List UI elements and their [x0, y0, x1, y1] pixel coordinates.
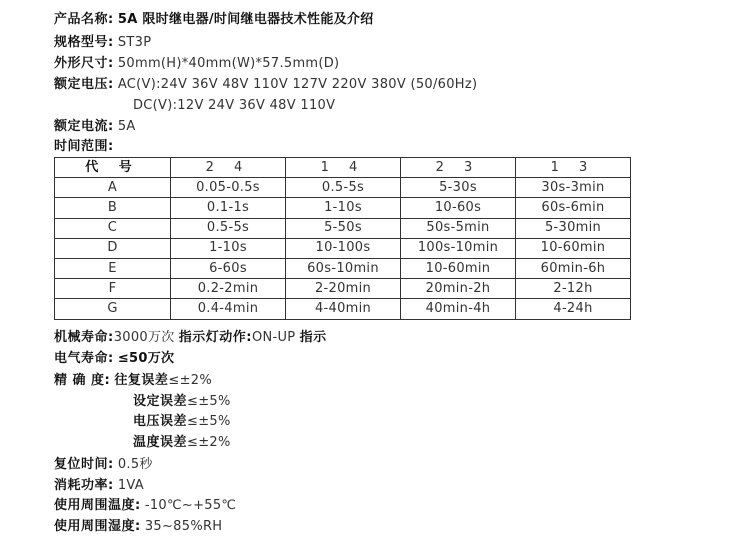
- ambient-humidity-value: 35~85%RH: [144, 519, 223, 534]
- table-row: [55, 238, 631, 258]
- ambient-temp-label: 使用周围温度:: [54, 498, 141, 513]
- elec-life-row: [54, 350, 174, 368]
- table-cell: 10-100s: [286, 238, 401, 258]
- table-cell: 0.5-5s: [171, 218, 286, 238]
- ambient-temp-row: [54, 497, 236, 515]
- rated-current-row: [54, 118, 136, 136]
- table-cell-code: D: [55, 238, 171, 258]
- power-consumption-label: 消耗功率:: [54, 478, 114, 493]
- elec-life-label: 电气寿命:: [54, 351, 114, 366]
- table-cell: 100s-10min: [401, 238, 516, 258]
- table-cell: 4-24h: [516, 299, 631, 319]
- time-range-table: [54, 157, 631, 320]
- table-header-code: 代 号: [55, 158, 171, 178]
- rated-current-value: 5A: [117, 119, 136, 134]
- table-cell: 40min-4h: [401, 299, 516, 319]
- table-cell: 10-60s: [401, 198, 516, 218]
- table-cell: 2-20min: [286, 279, 401, 299]
- power-consumption-value: 1VA: [117, 478, 144, 493]
- model-label: 规格型号:: [54, 35, 114, 50]
- product-name-label: 产品名称:: [54, 12, 114, 27]
- ambient-temp-value: -10℃~+55℃: [144, 498, 237, 513]
- table-cell: 10-60min: [401, 258, 516, 278]
- table-header-14: 1 4: [286, 158, 401, 178]
- table-cell: 20min-2h: [401, 279, 516, 299]
- rated-voltage-label: 额定电压:: [54, 77, 114, 92]
- table-header-23: 2 3: [401, 158, 516, 178]
- table-cell: 60s-10min: [286, 258, 401, 278]
- accuracy-item-name: 温度误差: [133, 435, 188, 450]
- indicator-value: ON-UP: [251, 330, 296, 345]
- model-row: [54, 34, 151, 52]
- dimensions-value: 50mm(H)*40mm(W)*57.5mm(D): [117, 56, 340, 71]
- product-name-row: [54, 11, 374, 29]
- table-cell: 0.5-5s: [286, 178, 401, 198]
- table-cell: 30s-3min: [516, 178, 631, 198]
- mech-life-label: 机械寿命:: [54, 330, 114, 345]
- table-cell: 4-40min: [286, 299, 401, 319]
- table-header-24: 2 4: [171, 158, 286, 178]
- table-cell: 10-60min: [516, 238, 631, 258]
- reset-time-row: [54, 456, 153, 474]
- table-cell: 5-30s: [401, 178, 516, 198]
- accuracy-label: 精 确 度:: [54, 373, 111, 388]
- rated-voltage-dc: DC(V):12V 24V 36V 48V 110V: [133, 98, 336, 113]
- table-cell-code: G: [55, 299, 171, 319]
- table-cell: 1-10s: [171, 238, 286, 258]
- table-cell-code: F: [55, 279, 171, 299]
- table-cell: 0.1-1s: [171, 198, 286, 218]
- mech-life-value: 3000万次: [113, 330, 175, 345]
- table-cell: 2-12h: [516, 279, 631, 299]
- accuracy-row-3: [133, 413, 231, 431]
- accuracy-item-value: ≤±2%: [187, 435, 231, 450]
- table-cell: 6-60s: [171, 258, 286, 278]
- table-cell: 60s-6min: [516, 198, 631, 218]
- power-consumption-row: [54, 477, 144, 495]
- table-row: [55, 299, 631, 319]
- elec-life-value: ≤50万次: [117, 351, 175, 366]
- time-range-label: 时间范围:: [54, 139, 114, 154]
- table-cell: 0.2-2min: [171, 279, 286, 299]
- accuracy-item-name: 电压误差: [133, 414, 188, 429]
- reset-time-label: 复位时间:: [54, 457, 114, 472]
- table-cell-code: B: [55, 198, 171, 218]
- table-cell: 60min-6h: [516, 258, 631, 278]
- ambient-humidity-row: [54, 518, 222, 536]
- rated-current-label: 额定电流:: [54, 119, 114, 134]
- rated-voltage-row: [54, 76, 477, 94]
- table-cell: 50s-5min: [401, 218, 516, 238]
- table-row: [55, 258, 631, 278]
- table-cell-code: E: [55, 258, 171, 278]
- table-header-row: [55, 158, 631, 178]
- table-cell: 1-10s: [286, 198, 401, 218]
- dimensions-row: [54, 55, 339, 73]
- table-row: [55, 279, 631, 299]
- table-cell: 5-50s: [286, 218, 401, 238]
- accuracy-row-4: [133, 434, 231, 452]
- product-name-value: 5A 限时继电器/时间继电器技术性能及介绍: [117, 12, 374, 27]
- reset-time-value: 0.5秒: [117, 457, 153, 472]
- accuracy-row-1: [54, 372, 212, 390]
- accuracy-item-value: ≤±5%: [187, 414, 231, 429]
- rated-voltage-dc-row: [133, 97, 335, 115]
- model-value: ST3P: [117, 35, 152, 50]
- ambient-humidity-label: 使用周围湿度:: [54, 519, 141, 534]
- time-range-table-body: [55, 158, 631, 320]
- table-row: [55, 198, 631, 218]
- accuracy-item-value: ≤±5%: [187, 394, 231, 409]
- table-cell: 0.4-4min: [171, 299, 286, 319]
- mech-life-row: [54, 329, 327, 347]
- table-cell: 5-30min: [516, 218, 631, 238]
- accuracy-item-value: ≤±2%: [168, 373, 213, 388]
- accuracy-item-name: 往复误差: [114, 373, 169, 388]
- dimensions-label: 外形尺寸:: [54, 56, 114, 71]
- table-row: [55, 218, 631, 238]
- table-cell-code: C: [55, 218, 171, 238]
- time-range-row: [54, 138, 114, 156]
- indicator-suffix: 指示: [299, 330, 327, 345]
- accuracy-item-name: 设定误差: [133, 394, 188, 409]
- accuracy-row-2: [133, 393, 231, 411]
- table-header-13: 1 3: [516, 158, 631, 178]
- rated-voltage-ac: AC(V):24V 36V 48V 110V 127V 220V 380V (50/60Hz): [117, 77, 478, 92]
- table-row: [55, 178, 631, 198]
- table-cell-code: A: [55, 178, 171, 198]
- table-cell: 0.05-0.5s: [171, 178, 286, 198]
- indicator-label: 指示灯动作:: [178, 330, 252, 345]
